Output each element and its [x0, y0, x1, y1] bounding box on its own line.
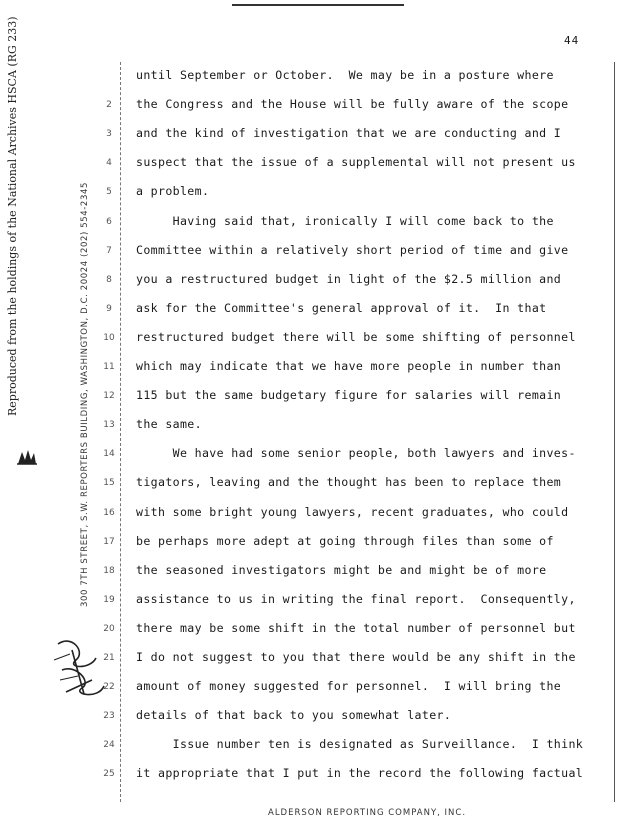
- line-number: 12: [103, 391, 115, 402]
- transcript-line: assistance to us in writing the final report. Consequently,: [136, 591, 576, 606]
- transcript-line: We have had some senior people, both lawyers and inves-: [136, 446, 576, 461]
- line-number: 9: [106, 303, 112, 314]
- archive-stamp: Reproduced from the holdings of the National Archives HSCA (RG 233): [6, 16, 19, 416]
- line-number: 5: [106, 187, 112, 198]
- line-number: 20: [103, 623, 115, 634]
- top-rule: [232, 4, 404, 6]
- line-number: 4: [106, 158, 112, 169]
- transcript-line: you a restructured budget in light of the $2.5 million and: [136, 271, 562, 286]
- line-number: 8: [106, 274, 112, 285]
- transcript-line: Issue number ten is designated as Surveillance. I think: [136, 737, 584, 752]
- right-margin-rule: [614, 62, 615, 802]
- line-number: 15: [103, 478, 115, 489]
- line-number: 18: [103, 565, 115, 576]
- line-number: 11: [103, 362, 115, 372]
- line-number: 13: [103, 420, 115, 431]
- transcript-line: details of that back to you somewhat later.: [136, 708, 452, 723]
- page-number: 44: [564, 34, 580, 47]
- transcript-line: 115 but the same budgetary figure for salaries will remain: [136, 388, 562, 403]
- transcript-line: be perhaps more adept at going through files than some of: [136, 533, 554, 548]
- line-number: 22: [103, 682, 115, 693]
- transcript-line: amount of money suggested for personnel. I will bring the: [136, 679, 562, 694]
- left-margin-rule: [120, 62, 122, 802]
- transcript-line: and the kind of investigation that we are conducting and I: [136, 126, 562, 141]
- transcript-line: the same.: [136, 417, 202, 432]
- transcript-line: the seasoned investigators might be and might be of more: [136, 562, 547, 577]
- line-number: 21: [103, 653, 115, 663]
- line-number: 19: [103, 594, 115, 605]
- line-number: 2: [106, 100, 112, 111]
- line-number: 25: [103, 769, 115, 780]
- line-number: 16: [103, 507, 115, 518]
- transcript-line: ask for the Committee's general approval of it. In that: [136, 300, 547, 315]
- transcript-line: with some bright young lawyers, recent graduates, who could: [136, 504, 569, 519]
- line-number: 7: [106, 245, 112, 256]
- transcript-line: a problem.: [136, 184, 210, 199]
- line-number: 24: [103, 740, 115, 751]
- transcript-line: tigators, leaving and the thought has been to replace them: [136, 475, 562, 490]
- transcript-line: until September or October. We may be in a posture where: [136, 68, 554, 82]
- handwritten-signature: [52, 630, 112, 710]
- line-number: 23: [103, 711, 115, 722]
- line-number: 10: [103, 332, 115, 343]
- line-number: 3: [106, 129, 112, 140]
- transcript-line: I do not suggest to you that there would be any shift in the: [136, 650, 576, 664]
- archives-seal-icon: [16, 448, 38, 466]
- transcript-line: Committee within a relatively short period of time and give: [136, 242, 569, 257]
- transcript-line: which may indicate that we have more people in number than: [136, 359, 562, 373]
- line-number: 17: [103, 536, 115, 547]
- transcript-line: there may be some shift in the total number of personnel but: [136, 620, 576, 635]
- transcript-line: Having said that, ironically I will come back to the: [136, 213, 554, 228]
- transcript-line: restructured budget there will be some shifting of personnel: [136, 329, 576, 344]
- transcript-line: the Congress and the House will be fully aware of the scope: [136, 97, 569, 112]
- line-number: 6: [106, 216, 112, 227]
- footer-reporting-company: ALDERSON REPORTING COMPANY, INC.: [268, 808, 467, 818]
- transcript-line: suspect that the issue of a supplemental will not present us: [136, 155, 576, 170]
- transcript-line: it appropriate that I put in the record the following factual: [136, 766, 584, 781]
- line-number: 14: [103, 449, 115, 460]
- address-stamp: 300 7TH STREET, S.W. REPORTERS BUILDING, WASHINGTON, D.C. 20024 (202) 554-2345: [80, 182, 90, 607]
